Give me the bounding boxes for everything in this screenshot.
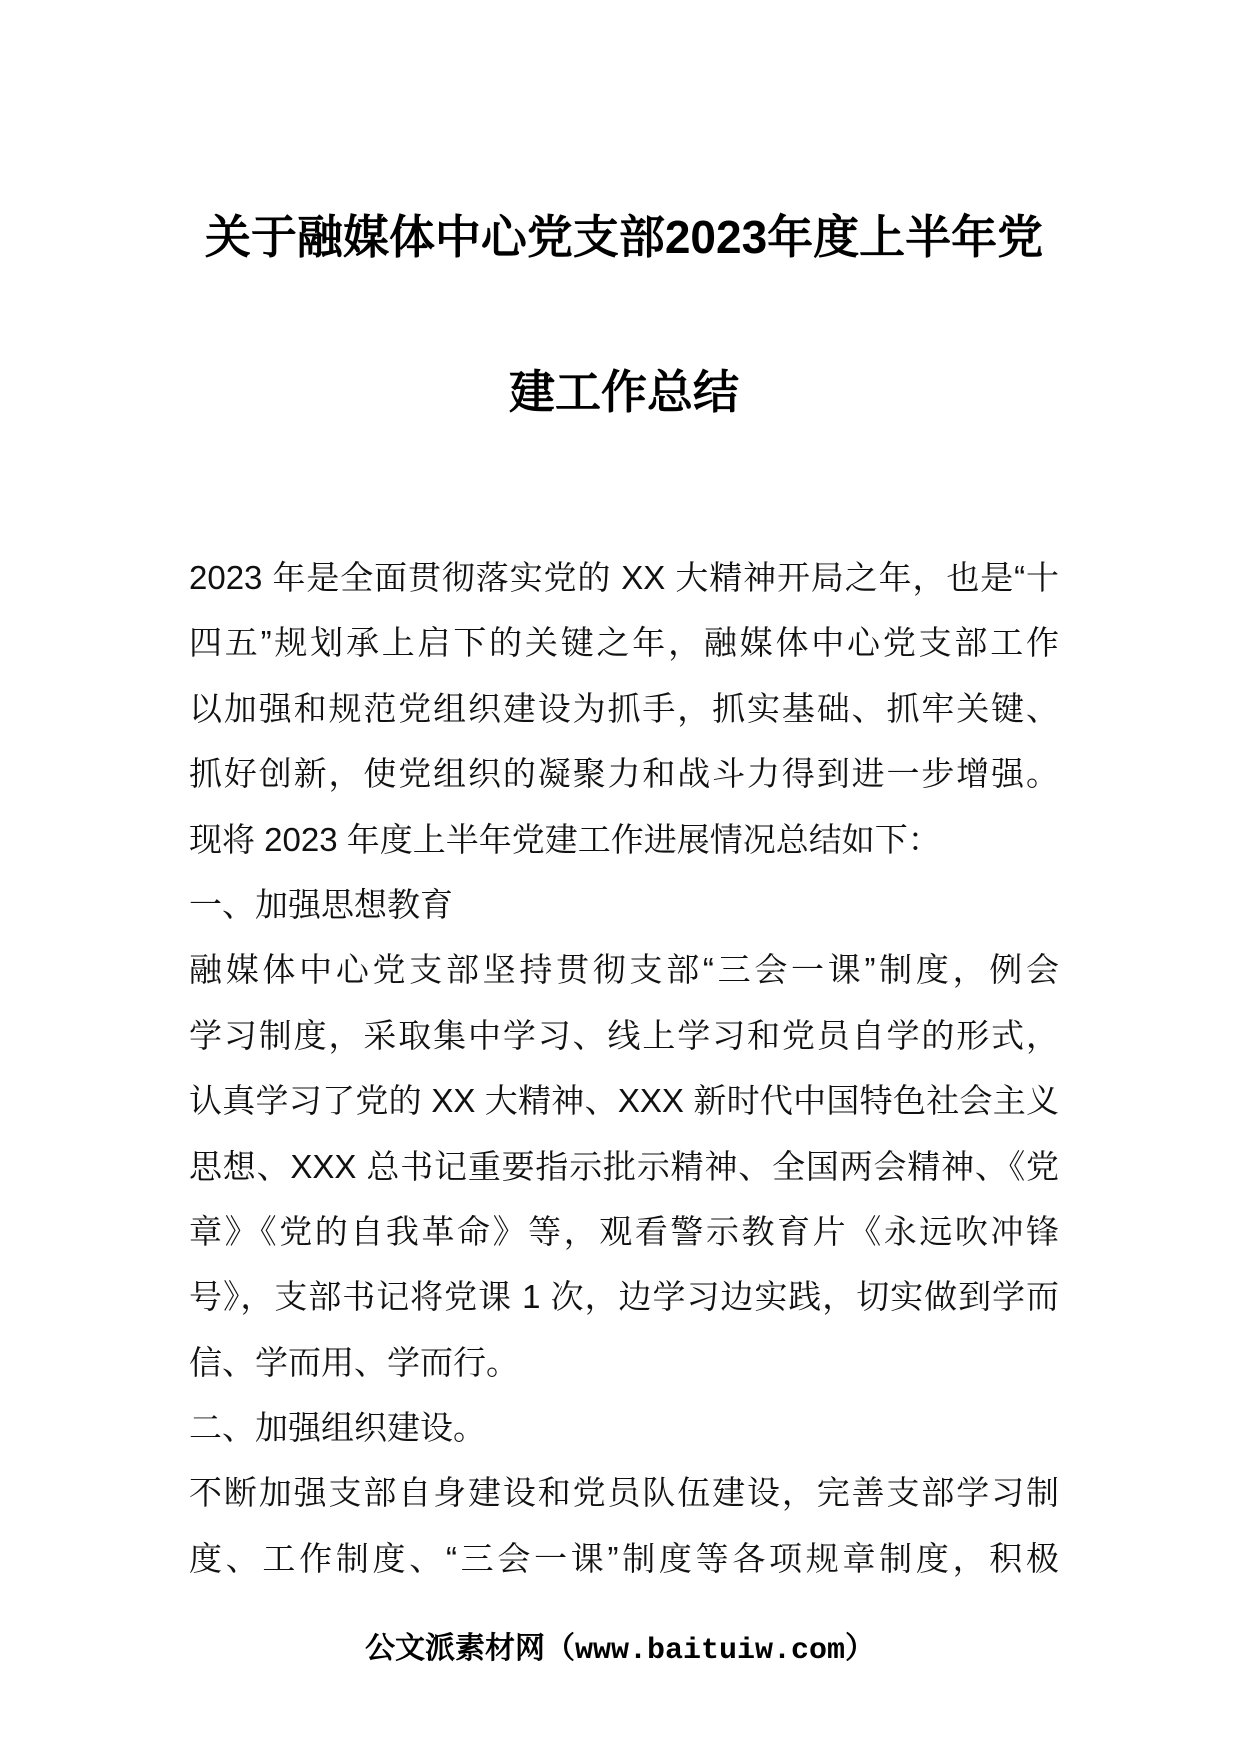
text-line: 号》，支部书记将党课 1 次，边学习边实践，切实做到学而: [189, 1278, 1059, 1316]
text-line: 不断加强支部自身建设和党员队伍建设，完善支部学习制: [189, 1474, 1059, 1512]
section-heading-2: [189, 1395, 1059, 1460]
section-heading-1: [189, 872, 1059, 937]
text-line: 度、工作制度、“三会一课”制度等各项规章制度，积极: [189, 1539, 1059, 1577]
text-line: 思想、XXX 总书记重要指示批示精神、全国两会精神、《党: [189, 1147, 1059, 1185]
document-title-line-2: 建工作总结: [509, 366, 739, 418]
text-line: 现将 2023 年度上半年党建工作进展情况总结如下：: [189, 820, 941, 858]
text-line: 四五”规划承上启下的关键之年，融媒体中心党支部工作: [189, 624, 1059, 662]
text-line: 认真学习了党的 XX 大精神、XXX 新时代中国特色社会主义: [189, 1082, 1059, 1120]
text-line: 学习制度，采取集中学习、线上学习和党员自学的形式，: [189, 1016, 1059, 1054]
section-heading-text: 二、加强组织建设。: [189, 1409, 486, 1447]
document-title-line-1: 关于融媒体中心党支部2023年度上半年党: [204, 211, 1044, 263]
summary-lead-paragraph: [189, 807, 1059, 872]
text-line: 章》《党的自我革命》等，观看警示教育片《永远吹冲锋: [189, 1212, 1059, 1250]
section-heading-text: 一、加强思想教育: [189, 885, 453, 923]
intro-paragraph: [189, 545, 1059, 807]
document-body: [189, 545, 1059, 1592]
text-line: 以加强和规范党组织建设为抓手，抓实基础、抓牢关键、: [189, 689, 1059, 727]
text-line: 信、学而用、学而行。: [189, 1343, 519, 1381]
text-line: 融媒体中心党支部坚持贯彻支部“三会一课”制度，例会: [189, 951, 1059, 989]
text-line: 抓好创新，使党组织的凝聚力和战斗力得到进一步增强。: [189, 755, 1059, 793]
section-2-paragraph: [189, 1460, 1059, 1591]
text-line: 2023 年是全面贯彻落实党的 XX 大精神开局之年，也是“十: [189, 559, 1059, 596]
section-1-paragraph: [189, 937, 1059, 1395]
footer-watermark: 公文派素材网（www.baituiw.com）: [364, 1634, 876, 1668]
